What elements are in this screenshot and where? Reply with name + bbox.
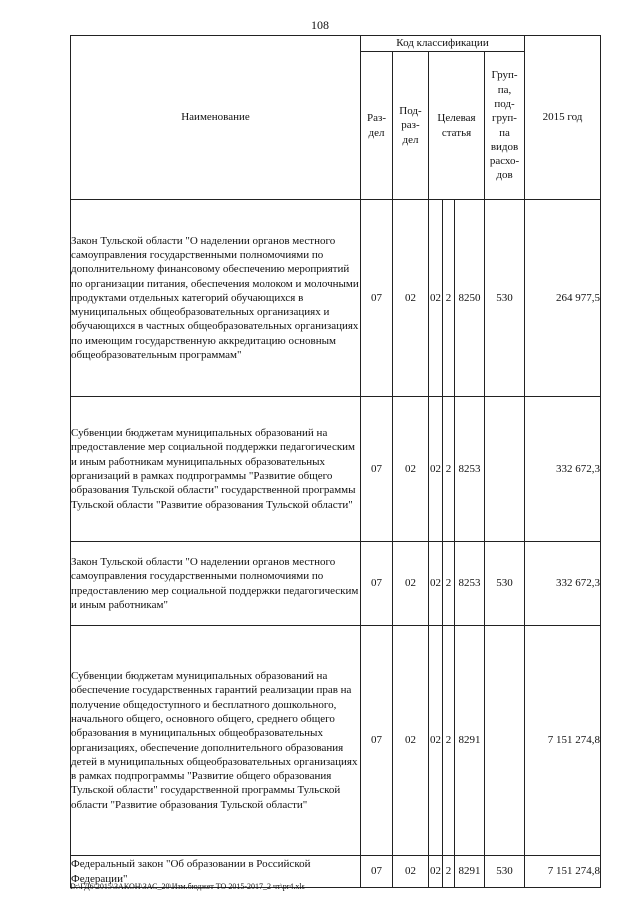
header-name: Наименование xyxy=(71,36,361,200)
row-target-2: 2 xyxy=(443,542,455,626)
row-razdel: 07 xyxy=(361,542,393,626)
row-group xyxy=(485,626,525,856)
row-target-1: 02 xyxy=(429,856,443,888)
row-amount: 332 672,3 xyxy=(525,397,601,542)
row-target-3: 8253 xyxy=(455,397,485,542)
row-razdel: 07 xyxy=(361,397,393,542)
row-group: 530 xyxy=(485,542,525,626)
row-target-1: 02 xyxy=(429,542,443,626)
row-target-2: 2 xyxy=(443,626,455,856)
header-podrazdel: Под- раз- дел xyxy=(393,52,429,200)
row-target-1: 02 xyxy=(429,626,443,856)
budget-table xyxy=(70,35,601,888)
header-code: Код классификации xyxy=(361,36,525,52)
row-name: Закон Тульской области "О наделении органов местного самоуправления государственными полномочиями по дополнительному финансовому обеспечению мероприятий по организации питания, обеспечения молоком и молочными продуктами отдельных категорий обучающихся в муниципальных общеобразовательных организациях и обучающихся в частных общеобразовательных организациях по имеющим государственную аккредитацию основным общеобразовательным программам" xyxy=(71,200,361,397)
row-target-2: 2 xyxy=(443,856,455,888)
row-group: 530 xyxy=(485,856,525,888)
header-year: 2015 год xyxy=(525,36,601,200)
row-podrazdel: 02 xyxy=(393,856,429,888)
header-razdel: Раз- дел xyxy=(361,52,393,200)
table-row xyxy=(71,200,601,397)
row-target-3: 8253 xyxy=(455,542,485,626)
row-name: Федеральный закон "Об образовании в Российской Федерации" xyxy=(71,856,361,888)
row-target-2: 2 xyxy=(443,397,455,542)
row-podrazdel: 02 xyxy=(393,626,429,856)
row-target-1: 02 xyxy=(429,200,443,397)
page-number: 108 xyxy=(311,18,329,32)
row-target-3: 8250 xyxy=(455,200,485,397)
row-razdel: 07 xyxy=(361,626,393,856)
table-row xyxy=(71,542,601,626)
row-group xyxy=(485,397,525,542)
row-target-3: 8291 xyxy=(455,626,485,856)
header-group: Груп- па, под- груп- па видов расхо- дов xyxy=(485,52,525,200)
row-name: Закон Тульской области "О наделении органов местного самоуправления государственными полномочиями по предоставлению мер социальной поддержки педагогическим и иным работникам" xyxy=(71,542,361,626)
row-podrazdel: 02 xyxy=(393,397,429,542)
row-amount: 332 672,3 xyxy=(525,542,601,626)
row-name: Субвенции бюджетам муниципальных образований на обеспечение государственных гарантий реализации прав на получение общедоступного и бесплатного дошкольного, начального общего, основного общего, среднего общего образования в муниципальных общеобразовательных организациях, обеспечение дополнительного образования детей в муниципальных общеобразовательных организациях в рамках подпрограммы "Развитие общего образования Тульской области" государственной программы Тульской области "Развитие образования Тульской области" xyxy=(71,626,361,856)
row-target-2: 2 xyxy=(443,200,455,397)
header-target: Целевая статья xyxy=(429,52,485,200)
row-target-1: 02 xyxy=(429,397,443,542)
row-razdel: 07 xyxy=(361,200,393,397)
row-razdel: 07 xyxy=(361,856,393,888)
table-row xyxy=(71,626,601,856)
row-amount: 7 151 274,8 xyxy=(525,626,601,856)
row-amount: 7 151 274,8 xyxy=(525,856,601,888)
row-amount: 264 977,5 xyxy=(525,200,601,397)
footer-file-path: D:\ГД6\2015\ЗАКОН\ЗАС_20\Изм.бюджет ТО 2015-2017_2 чт\pr4.xls xyxy=(70,882,305,891)
row-podrazdel: 02 xyxy=(393,200,429,397)
table-row xyxy=(71,397,601,542)
row-target-3: 8291 xyxy=(455,856,485,888)
row-podrazdel: 02 xyxy=(393,542,429,626)
row-group: 530 xyxy=(485,200,525,397)
row-name: Субвенции бюджетам муниципальных образований на предоставление мер социальной поддержки педагогическим и иным работникам муниципальных образовательных организаций в рамках подпрограммы "Развитие общего образования Тульской области" государственной программы Тульской области "Развитие образования Тульской области" xyxy=(71,397,361,542)
